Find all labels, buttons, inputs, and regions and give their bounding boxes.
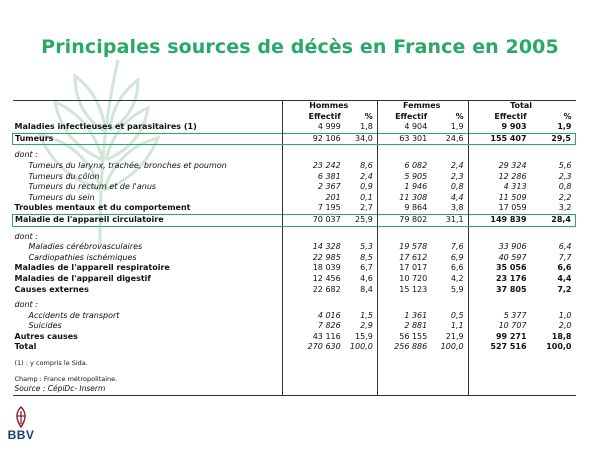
cell-hommes-pct: 25,9 — [345, 214, 378, 226]
subheader-effectif: Effectif — [377, 112, 431, 123]
cell-total-pct: 28,4 — [531, 214, 576, 226]
cell-total: 10 707 — [468, 321, 530, 332]
table-subheader — [13, 112, 576, 123]
cell-hommes-pct: 2,9 — [360, 321, 373, 331]
cell-total: 17 059 — [468, 203, 530, 214]
cell-total: 4 313 — [468, 182, 530, 193]
table-row — [13, 203, 576, 214]
row-label: Tumeurs — [13, 133, 283, 145]
cell-femmes-pct: 100,0 — [440, 342, 464, 352]
row-label: Tumeurs du rectum et de l'anus — [28, 182, 157, 192]
cell-femmes: 56 155 — [377, 332, 431, 343]
cell-total: 11 509 — [468, 193, 530, 204]
cell-hommes-pct: 8,5 — [360, 252, 373, 262]
cell-total-pct: 3,2 — [558, 203, 572, 213]
cell-femmes: 11 308 — [377, 193, 431, 204]
row-label: dont : — [14, 150, 38, 160]
table-row — [13, 311, 576, 322]
table-group-header — [13, 101, 576, 112]
cell-hommes: 70 037 — [282, 214, 344, 226]
cell-femmes-pct: 5,9 — [450, 284, 464, 294]
cell-total-pct: 5,6 — [558, 160, 572, 170]
cell-hommes: 4 999 — [282, 122, 344, 133]
table-note — [13, 374, 576, 385]
cell-total-pct: 7,2 — [557, 284, 572, 294]
table-source — [13, 384, 576, 395]
cell-femmes: 1 946 — [377, 182, 431, 193]
cell-total: 527 516 — [468, 342, 530, 353]
table-row — [13, 274, 576, 285]
cell-hommes: 270 630 — [282, 342, 344, 353]
table-row — [13, 122, 576, 133]
table-row — [13, 263, 576, 274]
cell-hommes: 12 456 — [282, 274, 344, 285]
cell-femmes-pct: 31,1 — [431, 214, 468, 226]
subheader-effectif: Effectif — [468, 112, 530, 123]
mortality-table — [12, 100, 576, 396]
cell-total: 29 324 — [468, 161, 530, 172]
cell-femmes: 17 612 — [377, 253, 431, 264]
subheader-pct: % — [455, 111, 464, 121]
cell-hommes: 22 985 — [282, 253, 344, 264]
subheader-pct: % — [563, 111, 572, 121]
row-label: Maladies de l'appareil respiratoire — [14, 263, 170, 273]
cell-total-pct: 1,9 — [557, 122, 572, 132]
cell-hommes: 23 242 — [282, 161, 344, 172]
table-note — [13, 358, 576, 369]
cell-hommes-pct: 0,1 — [360, 192, 373, 202]
cell-hommes: 2 367 — [282, 182, 344, 193]
cell-hommes: 43 116 — [282, 332, 344, 343]
cell-femmes-pct: 2,4 — [450, 160, 464, 170]
row-label: Maladies de l'appareil digestif — [14, 273, 151, 283]
cell-total-pct: 6,4 — [558, 242, 572, 252]
cell-hommes: 7 195 — [282, 203, 344, 214]
table-row — [13, 193, 576, 204]
cell-femmes: 9 864 — [377, 203, 431, 214]
cell-femmes: 19 578 — [377, 242, 431, 253]
cell-femmes-pct: 0,8 — [450, 182, 464, 192]
logo-mark-icon — [12, 406, 30, 428]
cell-hommes: 7 826 — [282, 321, 344, 332]
cell-femmes: 15 123 — [377, 285, 431, 296]
row-label: dont : — [14, 231, 38, 241]
cell-femmes-pct: 1,9 — [450, 122, 464, 132]
cell-femmes-pct: 6,6 — [450, 263, 464, 273]
cell-total: 40 597 — [468, 253, 530, 264]
cell-hommes-pct: 0,9 — [360, 182, 373, 192]
cell-hommes-pct: 2,4 — [360, 171, 373, 181]
cell-femmes-pct: 24,6 — [431, 133, 468, 145]
cell-hommes-pct: 5,3 — [360, 242, 373, 252]
footnote-champ: Champ : France métropolitaine. — [14, 374, 118, 383]
row-label: Causes externes — [14, 284, 89, 294]
cell-hommes-pct: 4,6 — [360, 273, 373, 283]
cell-hommes-pct: 1,5 — [360, 310, 373, 320]
header-femmes: Femmes — [377, 101, 468, 112]
row-label: Accidents de transport — [28, 310, 120, 320]
cell-femmes-pct: 2,3 — [450, 171, 464, 181]
cell-total-pct: 2,2 — [558, 192, 572, 202]
cell-femmes-pct: 1,1 — [450, 321, 464, 331]
row-label: Total — [14, 342, 37, 352]
row-label: Suicides — [28, 321, 62, 331]
table-row — [13, 161, 576, 172]
cell-femmes: 256 886 — [377, 342, 431, 353]
cell-total: 5 377 — [468, 311, 530, 322]
cell-femmes: 10 720 — [377, 274, 431, 285]
cell-total: 99 271 — [468, 332, 530, 343]
table-row — [13, 253, 576, 264]
table-row-total — [13, 342, 576, 353]
cell-femmes-pct: 7,6 — [450, 242, 464, 252]
cell-femmes: 17 017 — [377, 263, 431, 274]
logo-text: BBV — [7, 428, 35, 442]
row-label: Autres causes — [14, 331, 78, 341]
cell-total: 12 286 — [468, 172, 530, 183]
cell-hommes-pct: 34,0 — [345, 133, 378, 145]
cell-total-pct: 2,0 — [558, 321, 572, 331]
row-label: Maladie de l'appareil circulatoire — [13, 214, 283, 226]
cell-hommes-pct: 8,4 — [360, 284, 373, 294]
cell-femmes-pct: 3,8 — [450, 203, 464, 213]
header-hommes: Hommes — [282, 101, 377, 112]
table-row — [13, 242, 576, 253]
cell-femmes: 5 905 — [377, 172, 431, 183]
cell-total: 37 805 — [468, 285, 530, 296]
cell-femmes: 4 904 — [377, 122, 431, 133]
table-row — [13, 321, 576, 332]
cell-femmes-pct: 6,9 — [450, 252, 464, 262]
table-row — [13, 182, 576, 193]
cell-total-pct: 4,4 — [557, 273, 572, 283]
row-label: Tumeurs du larynx, trachée, bronches et poumon — [28, 160, 227, 170]
footnote-1: (1) : y compris le Sida. — [14, 359, 88, 368]
cell-hommes-pct: 1,8 — [360, 122, 373, 132]
cell-total: 155 407 — [468, 133, 530, 145]
table-row — [13, 300, 576, 311]
cell-femmes-pct: 0,5 — [450, 310, 464, 320]
cell-total-pct: 2,3 — [558, 171, 572, 181]
cell-hommes-pct: 2,7 — [360, 203, 373, 213]
source-note: Source : CépiDc- Inserm — [13, 384, 283, 395]
cell-hommes-pct: 15,9 — [354, 331, 373, 341]
subheader-pct: % — [364, 111, 373, 121]
cell-hommes: 14 328 — [282, 242, 344, 253]
cell-total: 33 906 — [468, 242, 530, 253]
cell-femmes-pct: 4,4 — [450, 192, 464, 202]
row-label: Cardiopathies ischémiques — [28, 252, 137, 262]
row-label: Troubles mentaux et du comportement — [14, 203, 191, 213]
row-label: Tumeurs du sein — [28, 192, 95, 202]
cell-femmes: 6 082 — [377, 161, 431, 172]
table-row — [13, 332, 576, 343]
cell-total: 9 903 — [468, 122, 530, 133]
row-label: dont : — [14, 300, 38, 310]
row-label: Tumeurs du côlon — [28, 171, 100, 181]
cell-femmes-pct: 4,2 — [450, 273, 464, 283]
table-row — [13, 232, 576, 243]
cell-hommes: 6 381 — [282, 172, 344, 183]
cell-femmes-pct: 21,9 — [445, 331, 464, 341]
table-row-highlighted — [13, 133, 576, 145]
table-row — [13, 285, 576, 296]
cell-hommes: 4 016 — [282, 311, 344, 322]
row-label: Maladies cérébrovasculaires — [28, 242, 143, 252]
cell-total-pct: 18,8 — [551, 331, 572, 341]
bbv-logo — [4, 406, 38, 448]
cell-total-pct: 7,7 — [558, 252, 572, 262]
cell-femmes: 1 361 — [377, 311, 431, 322]
cell-total-pct: 0,8 — [558, 182, 572, 192]
cell-femmes: 79 802 — [377, 214, 431, 226]
cell-total-pct: 1,0 — [558, 310, 572, 320]
cell-total: 149 839 — [468, 214, 530, 226]
cell-femmes: 63 301 — [377, 133, 431, 145]
cell-total-pct: 100,0 — [546, 342, 572, 352]
subheader-effectif: Effectif — [282, 112, 344, 123]
table-row — [13, 172, 576, 183]
cell-hommes: 201 — [282, 193, 344, 204]
cell-femmes: 2 881 — [377, 321, 431, 332]
cell-hommes: 22 682 — [282, 285, 344, 296]
cell-hommes-pct: 6,7 — [360, 263, 373, 273]
row-label: Maladies infectieuses et parasitaires (1) — [14, 122, 197, 132]
table-row-highlighted — [13, 214, 576, 226]
header-total: Total — [468, 101, 575, 112]
cell-hommes: 18 039 — [282, 263, 344, 274]
cell-total-pct: 6,6 — [557, 263, 572, 273]
cell-total-pct: 29,5 — [531, 133, 576, 145]
page-title: Principales sources de décès en France en 2005 — [41, 36, 559, 58]
cell-hommes: 92 106 — [282, 133, 344, 145]
table-row — [13, 150, 576, 161]
cell-total: 35 056 — [468, 263, 530, 274]
cell-hommes-pct: 100,0 — [349, 342, 373, 352]
cell-total: 23 176 — [468, 274, 530, 285]
cell-hommes-pct: 8,6 — [360, 160, 373, 170]
